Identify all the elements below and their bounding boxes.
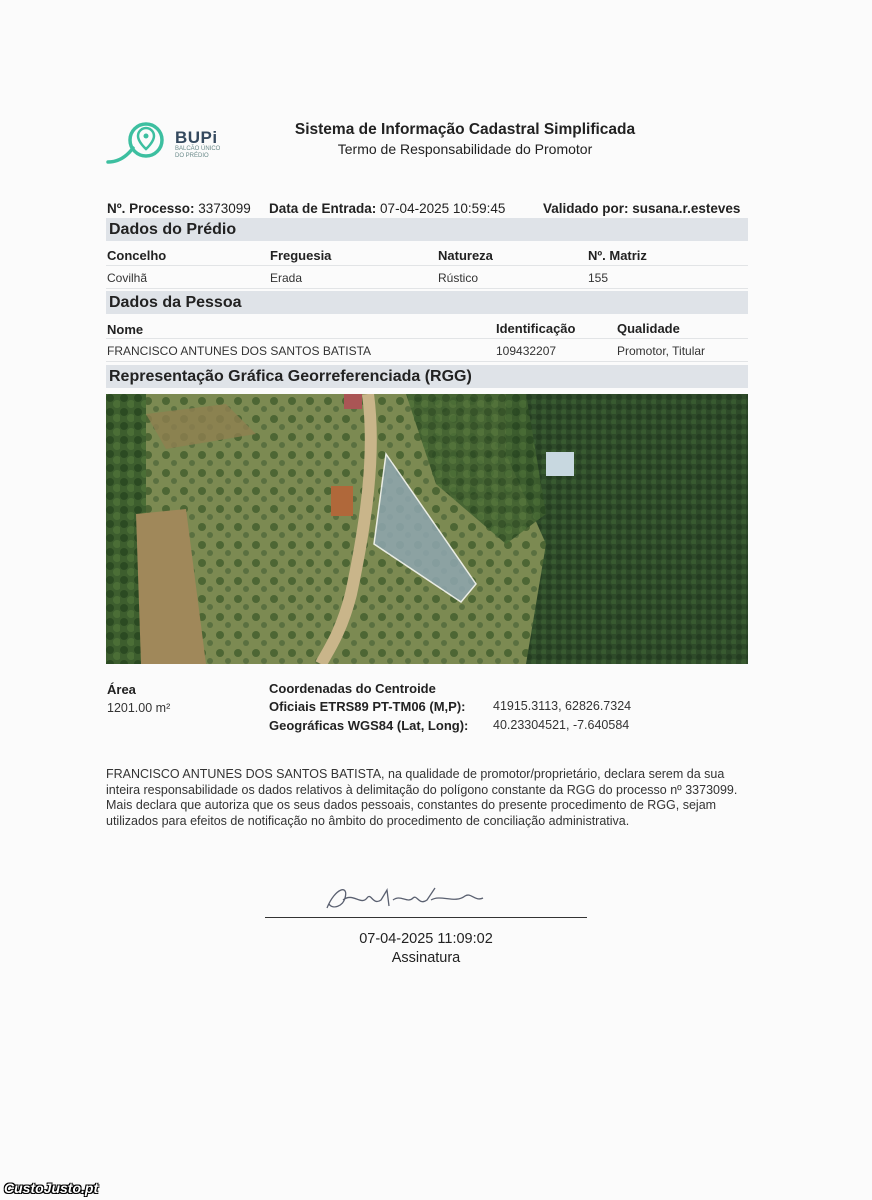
- value-matriz: 155: [588, 271, 609, 285]
- entry-date-label: Data de Entrada:: [269, 201, 377, 216]
- aerial-map-image: [106, 394, 748, 664]
- area-label: Área: [107, 682, 136, 697]
- centroid-wgs84-value: 40.23304521, -7.640584: [493, 718, 630, 732]
- area-value: 1201.00 m²: [107, 701, 171, 715]
- declaration-paragraph-1: FRANCISCO ANTUNES DOS SANTOS BATISTA, na qualidade de promotor/proprietário, declara serem da sua inteira responsabilidade os dados relativos à delimitação do polígono constante da RGG do processo nº 3373099.: [106, 767, 738, 797]
- signature-line: [265, 917, 587, 918]
- centroid-official-label: Oficiais ETRS89 PT-TM06 (M,P):: [269, 699, 466, 714]
- validated-by: [543, 201, 740, 216]
- declaration-text: [106, 767, 756, 829]
- process-number: [107, 201, 251, 216]
- section-rgg-header: Representação Gráfica Georreferenciada (RGG): [106, 365, 748, 388]
- value-natureza: Rústico: [438, 271, 479, 285]
- logo-sub-line-2: DO PRÉDIO: [175, 152, 209, 159]
- col-qualidade: Qualidade: [617, 321, 680, 336]
- divider: [106, 265, 748, 266]
- validated-by-label: Validado por:: [543, 201, 629, 216]
- watermark: CustoJusto.pt: [4, 1180, 99, 1196]
- centroid-title: Coordenadas do Centroide: [269, 681, 436, 696]
- declaration-paragraph-2: Mais declara que autoriza que os seus dados pessoais, constantes do presente procedimento de RGG, sejam utilizados para efeitos de notificação no âmbito do procedimento de conciliação administrativa.: [106, 798, 717, 828]
- value-nome: FRANCISCO ANTUNES DOS SANTOS BATISTA: [107, 344, 372, 358]
- section-pessoa-header: Dados da Pessoa: [106, 291, 748, 314]
- col-freguesia: Freguesia: [270, 248, 332, 263]
- col-identificacao: Identificação: [496, 321, 576, 336]
- validated-by-value: susana.r.esteves: [632, 201, 741, 216]
- value-qualidade: Promotor, Titular: [617, 344, 706, 358]
- handwritten-signature: [315, 880, 495, 920]
- col-concelho: Concelho: [107, 248, 167, 263]
- divider: [106, 288, 748, 289]
- divider: [106, 361, 748, 362]
- signature-label: Assinatura: [391, 950, 461, 966]
- process-number-label: Nº. Processo:: [107, 201, 195, 216]
- value-identificacao: 109432207: [496, 344, 557, 358]
- logo-sub-line-1: BALCÃO ÚNICO: [175, 146, 221, 152]
- entry-date-value: 07-04-2025 10:59:45: [380, 201, 506, 216]
- signature-date: 07-04-2025 11:09:02: [359, 931, 493, 947]
- logo-brand-text: BUPi: [175, 128, 218, 147]
- centroid-official-value: 41915.3113, 62826.7324: [493, 699, 632, 713]
- document-title: Sistema de Informação Cadastral Simplificada: [294, 121, 636, 138]
- document-subtitle: Termo de Responsabilidade do Promotor: [337, 141, 593, 157]
- value-freguesia: Erada: [270, 271, 303, 285]
- divider: [106, 338, 748, 339]
- centroid-wgs84-label: Geográficas WGS84 (Lat, Long):: [269, 718, 469, 733]
- col-matriz: Nº. Matriz: [588, 248, 647, 263]
- entry-date: [269, 201, 505, 216]
- process-number-value: 3373099: [198, 201, 251, 216]
- col-nome: Nome: [107, 322, 144, 337]
- section-predio-header: Dados do Prédio: [106, 218, 748, 241]
- value-concelho: Covilhã: [107, 271, 148, 285]
- col-natureza: Natureza: [438, 248, 493, 263]
